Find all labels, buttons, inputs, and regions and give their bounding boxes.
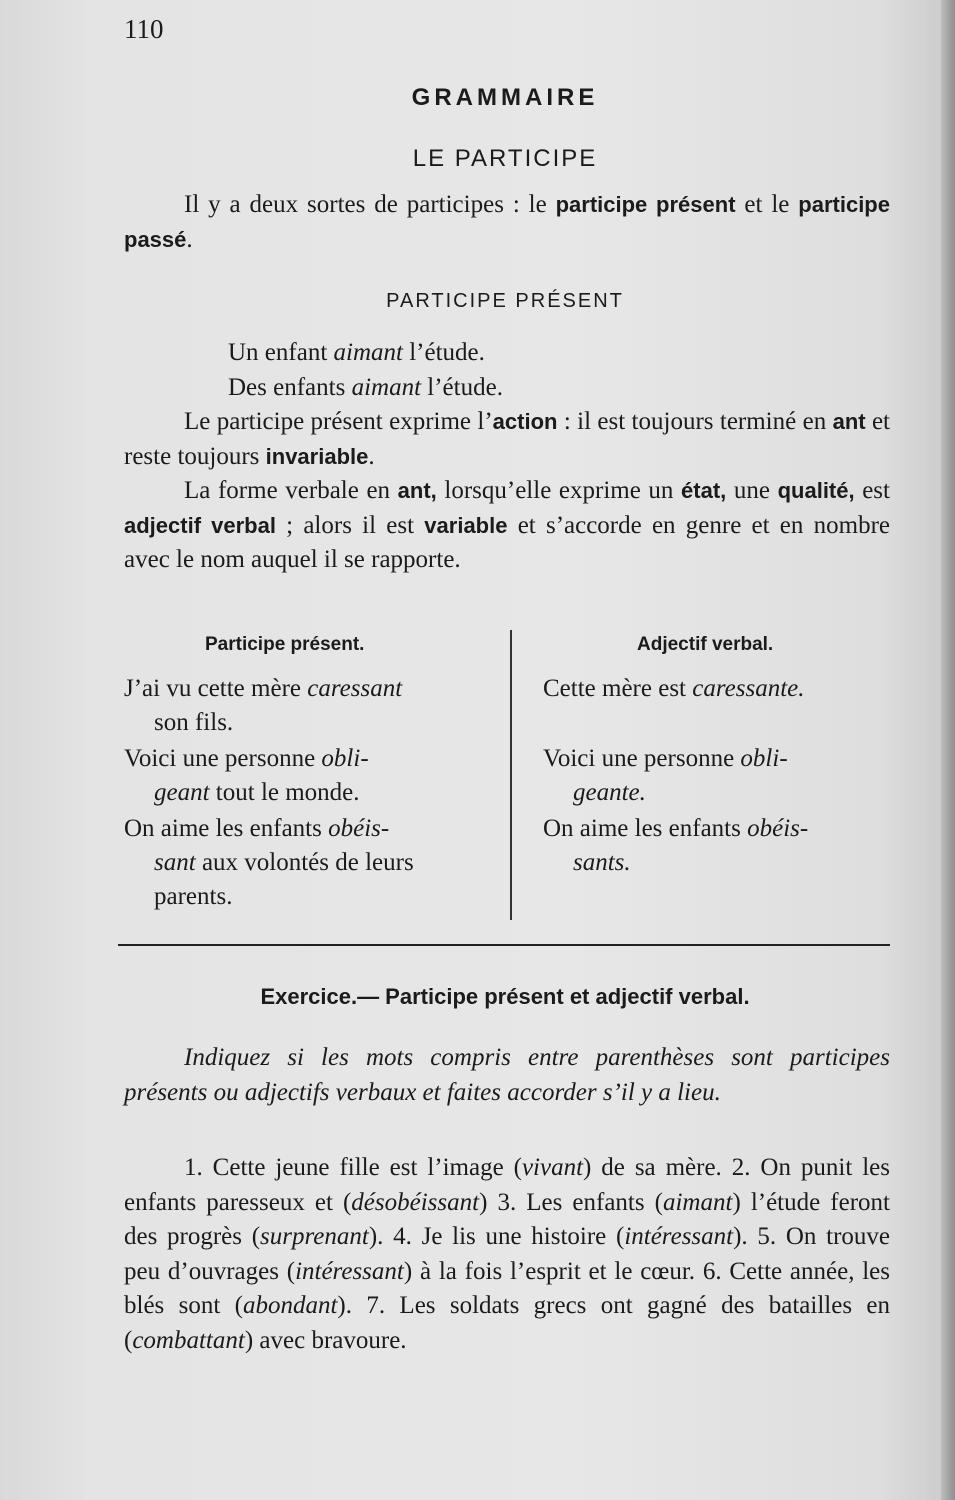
right-row-3-cont — [543, 846, 893, 880]
text: ) 3. Les enfants ( — [479, 1188, 663, 1216]
left-row-3-cont2: parents. — [154, 883, 233, 910]
term-present: participe présent — [555, 192, 736, 217]
exercise-title: Exercice.— Participe présent et adjectif verbal. — [260, 984, 750, 1009]
chapter-title: LE PARTICIPE — [412, 145, 598, 172]
text: 2. On punit les enfants paresseux et ( — [124, 1154, 891, 1216]
example-2 — [228, 371, 828, 406]
subtitle: PARTICIPE PRÉSENT — [386, 290, 624, 312]
text: 1. Cette jeune fille est l’image ( — [184, 1154, 522, 1181]
intro-paragraph — [124, 188, 890, 257]
right-row-2-cont — [543, 776, 893, 810]
bold-term: variable — [424, 512, 508, 538]
text: et reste toujours — [124, 408, 890, 470]
right-column — [543, 672, 893, 880]
text: ). — [368, 1223, 384, 1250]
text: et le — [735, 191, 799, 218]
book-spine-shadow — [941, 0, 955, 1500]
example-1 — [228, 336, 828, 371]
italic-word: abondant — [242, 1292, 338, 1319]
bold-term: ant, — [397, 478, 437, 503]
bold-term: action — [492, 409, 558, 434]
left-row-1 — [124, 672, 484, 706]
text: Il y a deux sortes de participes : le — [184, 191, 556, 218]
italic-word: geant — [154, 779, 210, 806]
text: ) à la fois l’esprit et le cœur. 6. Cette année, les blés sont ( — [124, 1257, 890, 1319]
page-number: 110 — [124, 14, 164, 44]
italic-word: aimant — [333, 339, 403, 366]
text: Un enfant — [228, 339, 334, 366]
text: ) l’étude feront des progrès ( — [124, 1188, 890, 1250]
italic-word: geante. — [573, 779, 646, 806]
text: et s’accorde en genre et en nombre avec le nom auquel il se rapporte. — [124, 511, 890, 573]
right-row-3 — [543, 812, 893, 846]
text: Voici une personne — [543, 745, 741, 772]
rule-paragraph-2 — [124, 474, 890, 578]
left-row-1-cont: son fils. — [154, 709, 234, 736]
italic-word: aimant — [351, 373, 422, 401]
text: . — [368, 442, 375, 470]
bold-term: invariable — [265, 443, 369, 469]
right-row-1 — [543, 672, 893, 706]
text: aux volontés de leurs — [195, 849, 414, 876]
italic-word: sant — [154, 849, 196, 876]
text: ) de sa mère. — [583, 1154, 722, 1181]
text: : il est toujours terminé en — [557, 408, 833, 435]
section-heading: GRAMMAIRE — [411, 84, 599, 111]
text: Cette mère est — [543, 675, 693, 702]
text: une — [726, 477, 778, 504]
italic-word: intéressant — [295, 1257, 404, 1285]
text: ). 5. On trouve peu d’ouvrages ( — [124, 1223, 890, 1285]
left-row-3-cont — [124, 846, 484, 880]
left-row-2 — [124, 742, 484, 776]
text: J’ai vu cette mère — [124, 675, 308, 702]
text: ; alors il est — [275, 511, 425, 539]
text: ) avec bravoure. — [244, 1326, 407, 1354]
italic-word: surprenant — [260, 1223, 369, 1250]
term-past: participe passé — [124, 192, 890, 252]
example-sentences — [228, 336, 828, 405]
italic-word: combattant — [132, 1326, 245, 1354]
horizontal-rule — [118, 944, 890, 946]
text: La forme verbale en — [184, 477, 398, 504]
text: l’étude. — [402, 339, 485, 366]
italic-word: obéis- — [747, 815, 809, 842]
text: Des enfants — [228, 373, 352, 401]
italic-word: obéis- — [328, 815, 390, 842]
bold-term: qualité, — [777, 478, 855, 503]
rule-paragraph-1 — [124, 405, 890, 474]
right-column-heading: Adjectif verbal. — [637, 634, 774, 655]
exercise-instruction: Indiquez si les mots compris entre parenthèses sont participes présents ou adjectifs verbaux et faites accorder s’il y a lieu. — [124, 1044, 890, 1106]
right-row-2 — [543, 742, 893, 776]
text: . — [186, 225, 193, 253]
left-row-3 — [124, 812, 484, 846]
text: Le participe présent exprime l’ — [184, 408, 493, 435]
bold-term: adjectif verbal — [124, 512, 276, 538]
left-column-heading: Participe présent. — [205, 634, 365, 655]
italic-word: vivant — [521, 1154, 584, 1181]
italic-word: sants. — [573, 849, 631, 876]
italic-word: désobéissant — [351, 1188, 480, 1216]
text: On aime les enfants — [124, 815, 329, 842]
left-column — [124, 672, 484, 914]
italic-word: obli- — [321, 745, 369, 772]
italic-word: intéressant — [624, 1223, 734, 1250]
italic-word: obli- — [740, 745, 788, 772]
bold-term: ant — [832, 409, 866, 434]
text: lorsqu’elle exprime un — [436, 477, 682, 504]
text: est — [854, 477, 890, 504]
italic-word: caressant — [307, 675, 403, 702]
column-divider — [510, 630, 512, 920]
text: ). 7. Les soldats grecs ont gagné des batailles en ( — [124, 1292, 890, 1354]
text: tout le monde. — [209, 779, 360, 806]
exercise-sentences — [124, 1151, 890, 1358]
text: 4. Je lis une histoire ( — [383, 1223, 625, 1250]
text: Voici une personne — [124, 745, 322, 772]
italic-word: aimant — [662, 1188, 733, 1216]
italic-word: caressante. — [692, 675, 805, 702]
text: On aime les enfants — [543, 815, 748, 842]
text: l’étude. — [421, 373, 503, 401]
bold-term: état, — [681, 478, 727, 503]
left-row-2-cont — [124, 776, 484, 810]
